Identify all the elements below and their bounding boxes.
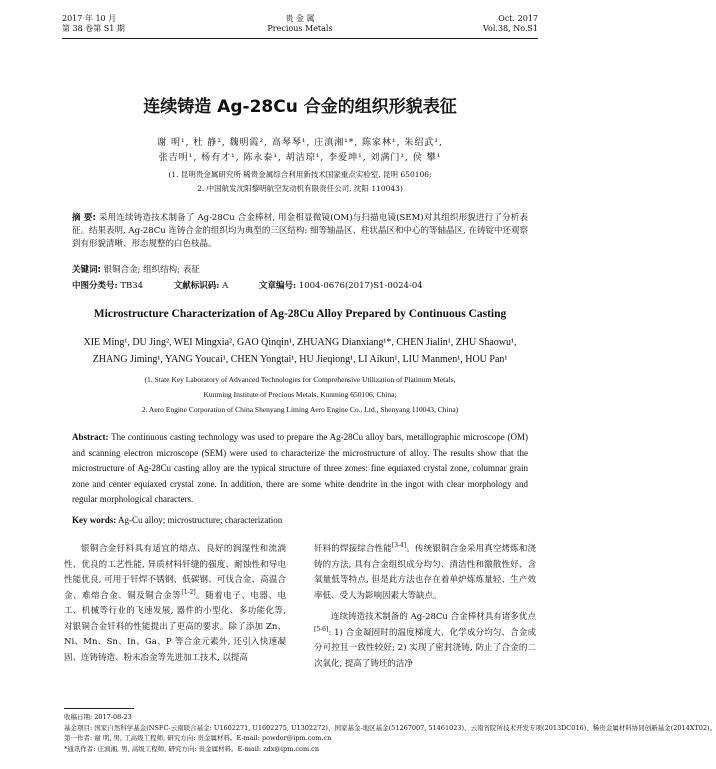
affiliations-en bbox=[72, 372, 528, 417]
clc-label: 中图分类号: bbox=[72, 281, 118, 291]
abstract-en bbox=[72, 430, 528, 508]
footnote-divider bbox=[64, 708, 134, 709]
header-date-en: Oct. 2017 bbox=[498, 14, 538, 23]
authors-en bbox=[72, 334, 528, 368]
body-text: 钎料的焊接综合性能 bbox=[314, 544, 392, 554]
body-column-right bbox=[314, 542, 536, 672]
body-paragraph bbox=[64, 542, 286, 666]
authors-cn-line: 谢 明¹, 杜 静², 魏明霞², 高琴琴¹, 庄滇湘¹*, 陈家林¹, 朱绍武¹, bbox=[157, 138, 443, 148]
authors-cn-line: 张吉明¹, 杨有才¹, 陈永泰¹, 胡洁琼¹, 李爱坤¹, 刘满门¹, 侯 攀¹ bbox=[158, 153, 442, 163]
affiliation-en-line: (1. State Key Laboratory of Advanced Technologies for Comprehensive Utilization of Platinum Metals, bbox=[144, 375, 456, 384]
header-right bbox=[483, 14, 538, 34]
header-divider bbox=[62, 38, 538, 39]
footnote-received: 收稿日期: 2017-08-23 bbox=[64, 713, 132, 721]
footnote-corresponding: *通讯作者: 庄滇湘, 男, 高级工程师, 研究方向: 贵金属材料。E-mail: zdx@ipm.com.cn bbox=[64, 744, 320, 753]
abstract-en-label: Abstract: bbox=[72, 432, 109, 442]
authors-en-line: ZHANG Jiming¹, YANG Youcai¹, CHEN Yongtai¹, HU Jieqiong¹, LI Aikun¹, LIU Manmen¹, HOU Pan¹ bbox=[92, 354, 508, 365]
article-id-label: 文章编号: bbox=[258, 281, 297, 291]
affiliation-cn-line: 2. 中国航发沈阳黎明航空发动机有限责任公司, 沈阳 110043) bbox=[197, 184, 403, 193]
header-volume-cn: 第 38 卷第 S1 期 bbox=[62, 24, 125, 33]
doc-code-value: A bbox=[222, 281, 229, 291]
classification-line bbox=[72, 279, 528, 291]
keywords-en-label: Key words: bbox=[72, 515, 117, 525]
header-date-cn: 2017 年 10 月 bbox=[62, 14, 117, 23]
running-header bbox=[62, 14, 538, 46]
body-text: 连续铸造技术制备的 Ag-28Cu 合金棒材具有诸多优点 bbox=[331, 612, 536, 622]
body-paragraph bbox=[314, 542, 536, 604]
body-text: 银铜合金钎料具有适宜的熔点、良好的润湿性和流淌性、优良的工艺性能, 异质材料钎缝的强度、耐蚀性和导电性能优良, 可用于钎焊不锈钢、低碳钢、可伐合金、高温合金、难熔合金、铜及铜合金等 bbox=[64, 544, 286, 601]
keywords-cn-text: 银铜合金; 组织结构; 表征 bbox=[103, 265, 200, 275]
article-id-value: 1004-0676(2017)S1-0024-04 bbox=[298, 281, 423, 291]
keywords-en-text: Ag-Cu alloy; microstructure; characterization bbox=[118, 515, 283, 525]
doc-code-label: 文献标识码: bbox=[173, 281, 220, 291]
footnote-fund: 基金项目: 国家自然科学基金(NSFC-云南联合基金: U1602271, U1602275, U1302272)、国家基金-地区基金(51267007, 51461023)、云南省院所技术开发专项(2013DC016)、稀贵金属材料协同创新基金(2014XT02)。 bbox=[64, 723, 716, 732]
keywords-en bbox=[72, 515, 528, 525]
body-text: : 1) 合金凝固时的温度梯度大、化学成分均匀、合金成分可控且一致性较好; 2) 实现了密封浇铸, 防止了合金的二次氧化, 提高了铸坯的洁净 bbox=[314, 627, 536, 669]
keywords-cn bbox=[72, 263, 528, 275]
paper-title-cn: 连续铸造 Ag-28Cu 合金的组织形貌表征 bbox=[143, 97, 457, 117]
authors-cn bbox=[100, 136, 500, 166]
abstract-en-text: The continuous casting technology was used to prepare the Ag-28Cu alloy bars, metallographic microscope (OM) and scanning electron microscope (SEM) were used to characterize the microstructure of alloy. The results show that the microstructure of Ag-28Cu casting alloy are the typical structure of three zones: fine equiaxed crystal zone, columnar grain zone and center equiaxed crystal zone. In addition, there are some white dendrite in the ingot with clear morphology and regular morphological characters. bbox=[72, 432, 528, 504]
body-paragraph bbox=[314, 610, 536, 672]
header-volume-en: Vol.38, No.S1 bbox=[482, 24, 538, 33]
affiliation-cn-line: (1. 昆明贵金属研究所 稀贵金属综合利用新技术国家重点实验室, 昆明 650106; bbox=[168, 170, 432, 179]
abstract-cn-label: 摘 要: bbox=[72, 213, 96, 223]
header-journal-en: Precious Metals bbox=[267, 24, 333, 33]
citation: [1-2] bbox=[181, 588, 196, 596]
footnote-first-author: 第一作者: 谢 明, 男, 工高级工程师, 研究方向: 贵金属材料。E-mail: powder@ipm.com.cn bbox=[64, 734, 332, 742]
affiliations-cn bbox=[90, 168, 510, 196]
keywords-cn-label: 关键词: bbox=[72, 265, 101, 275]
citation: [5-6] bbox=[314, 625, 329, 633]
affiliation-en-line: 2. Aero Engine Corporation of China Shenyang Liming Aero Engine Co., Ltd., Shenyang 110043, China) bbox=[141, 405, 459, 414]
paper-title-en: Microstructure Characterization of Ag-28Cu Alloy Prepared by Continuous Casting bbox=[93, 308, 507, 320]
abstract-cn-text: 采用连续铸造技术制备了 Ag-28Cu 合金棒材, 用金相显微镜(OM)与扫描电镜(SEM)对其组织形貌进行了分析表征。结果表明, Ag-28Cu 连铸合金的组织均为典型的三区结构: 细等轴晶区、柱状晶区和中心的等轴晶区, 在铸锭中还观察到有形貌清晰、形态规整的白色枝晶。 bbox=[72, 213, 529, 249]
abstract-cn bbox=[72, 212, 528, 251]
header-center bbox=[62, 14, 538, 34]
authors-en-line: XIE Ming¹, DU Jing², WEI Mingxia², GAO Qinqin¹, ZHUANG Dianxiang¹*, CHEN Jialin¹, ZHU Shaowu¹, bbox=[83, 337, 517, 348]
body-column-left bbox=[64, 542, 286, 666]
body-text: 。随着电子、电器、电工、机械等行业的飞速发展, 器件的小型化、多功能化等, 对银铜合金钎料的性能提出了更高的要求。除了添加 Zn、Ni、Mn、Sn、In、Ga、P 等合金元素外, 还引入快速凝固、连铸铸造、粉末冶金等先进加工技术, 以提高 bbox=[64, 590, 286, 663]
header-journal-cn: 贵 金 属 bbox=[285, 14, 315, 23]
citation: [3-4] bbox=[391, 542, 407, 550]
clc-value: TB34 bbox=[120, 281, 144, 291]
body-text: 。传统银铜合金采用真空烤炼和浇铸的方法, 具有合金组织成分均匀、清洁性和激散性好、含氧量低等特点, 但是此方法也存在着单炉炼炼量轻、生产效率低、受人为影响因素大等缺点。 bbox=[314, 544, 536, 601]
footnotes bbox=[64, 712, 716, 754]
affiliation-en-line: Kunming Institute of Precious Metals, Kunming 650106, China; bbox=[203, 390, 397, 399]
